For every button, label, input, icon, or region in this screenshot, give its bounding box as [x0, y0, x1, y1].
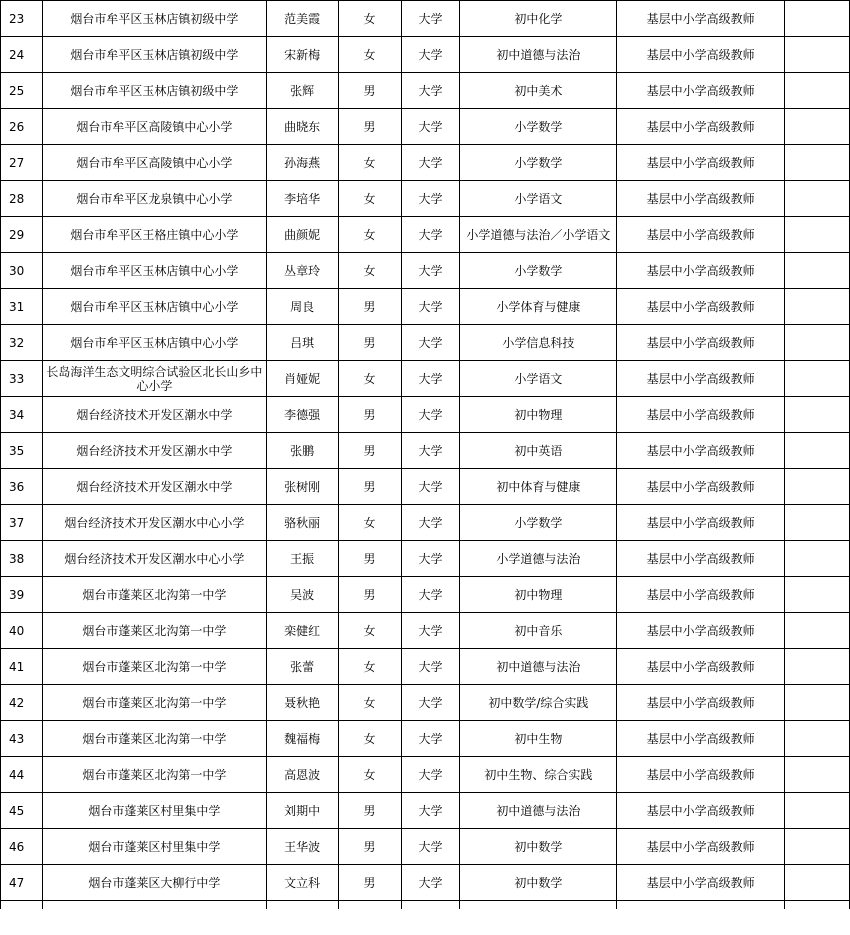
- remarks-cell: [785, 685, 850, 721]
- title-cell: 基层中小学高级教师: [617, 829, 785, 865]
- school-name-cell: 烟台市牟平区王格庄镇中心小学: [42, 217, 266, 253]
- school-name-cell: 烟台市牟平区高陵镇中心小学: [42, 145, 266, 181]
- gender-cell: 男: [338, 289, 401, 325]
- row-number-cell: 41: [1, 649, 43, 685]
- remarks-cell: [785, 577, 850, 613]
- teacher-name-cell: 高恩波: [266, 757, 338, 793]
- table-row: [1, 721, 850, 757]
- remarks-cell: [785, 613, 850, 649]
- school-name-cell: 烟台市牟平区龙泉镇中心小学: [42, 181, 266, 217]
- gender-cell: 女: [338, 685, 401, 721]
- remarks-cell: [785, 73, 850, 109]
- teacher-name-cell: 张树刚: [266, 469, 338, 505]
- gender-cell: [338, 901, 401, 909]
- title-cell: 基层中小学高级教师: [617, 361, 785, 397]
- subject-cell: 初中体育与健康: [460, 469, 617, 505]
- title-cell: 基层中小学高级教师: [617, 433, 785, 469]
- education-cell: 大学: [401, 757, 460, 793]
- table-row: [1, 181, 850, 217]
- table-row: [1, 757, 850, 793]
- education-cell: 大学: [401, 145, 460, 181]
- title-cell: 基层中小学高级教师: [617, 217, 785, 253]
- school-name-cell: 烟台市蓬莱区北沟第一中学: [42, 757, 266, 793]
- teacher-name-cell: 范美霞: [266, 1, 338, 37]
- education-cell: 大学: [401, 253, 460, 289]
- title-cell: 基层中小学高级教师: [617, 757, 785, 793]
- row-number-cell: 30: [1, 253, 43, 289]
- teacher-name-cell: [266, 901, 338, 909]
- subject-cell: 初中道德与法治: [460, 37, 617, 73]
- education-cell: 大学: [401, 325, 460, 361]
- teacher-name-cell: 曲晓东: [266, 109, 338, 145]
- education-cell: 大学: [401, 829, 460, 865]
- remarks-cell: [785, 829, 850, 865]
- education-cell: 大学: [401, 541, 460, 577]
- row-number-cell: 42: [1, 685, 43, 721]
- title-cell: 基层中小学高级教师: [617, 649, 785, 685]
- school-name-cell: 烟台市蓬莱区大柳行中学: [42, 865, 266, 901]
- row-number-cell: 34: [1, 397, 43, 433]
- table-row: [1, 361, 850, 397]
- subject-cell: [460, 901, 617, 909]
- education-cell: 大学: [401, 217, 460, 253]
- subject-cell: 初中数学: [460, 829, 617, 865]
- row-number-cell: 35: [1, 433, 43, 469]
- school-name-cell: 烟台市牟平区高陵镇中心小学: [42, 109, 266, 145]
- teacher-name-cell: 张蕾: [266, 649, 338, 685]
- row-number-cell: 45: [1, 793, 43, 829]
- subject-cell: 初中道德与法治: [460, 793, 617, 829]
- table-row: [1, 865, 850, 901]
- education-cell: 大学: [401, 109, 460, 145]
- education-cell: 大学: [401, 721, 460, 757]
- gender-cell: 女: [338, 757, 401, 793]
- school-name-cell: 烟台经济技术开发区潮水中学: [42, 397, 266, 433]
- remarks-cell: [785, 397, 850, 433]
- title-cell: 基层中小学高级教师: [617, 793, 785, 829]
- remarks-cell: [785, 289, 850, 325]
- school-name-cell: 烟台市牟平区玉林店镇初级中学: [42, 1, 266, 37]
- gender-cell: 男: [338, 469, 401, 505]
- remarks-cell: [785, 757, 850, 793]
- gender-cell: 男: [338, 397, 401, 433]
- school-name-cell: [42, 901, 266, 909]
- gender-cell: 女: [338, 505, 401, 541]
- remarks-cell: [785, 541, 850, 577]
- title-cell: 基层中小学高级教师: [617, 469, 785, 505]
- education-cell: 大学: [401, 505, 460, 541]
- teacher-name-cell: 孙海燕: [266, 145, 338, 181]
- row-number-cell: 40: [1, 613, 43, 649]
- school-name-cell: 烟台市牟平区玉林店镇初级中学: [42, 73, 266, 109]
- teacher-name-cell: 聂秋艳: [266, 685, 338, 721]
- title-cell: 基层中小学高级教师: [617, 541, 785, 577]
- subject-cell: 小学信息科技: [460, 325, 617, 361]
- table-row: [1, 793, 850, 829]
- school-name-cell: 烟台市牟平区玉林店镇中心小学: [42, 253, 266, 289]
- gender-cell: 女: [338, 253, 401, 289]
- subject-cell: 小学道德与法治／小学语文: [460, 217, 617, 253]
- row-number-cell: 27: [1, 145, 43, 181]
- gender-cell: 男: [338, 793, 401, 829]
- title-cell: 基层中小学高级教师: [617, 613, 785, 649]
- teacher-name-cell: 周良: [266, 289, 338, 325]
- table-row: [1, 109, 850, 145]
- education-cell: 大学: [401, 469, 460, 505]
- remarks-cell: [785, 145, 850, 181]
- title-cell: 基层中小学高级教师: [617, 253, 785, 289]
- subject-cell: 小学道德与法治: [460, 541, 617, 577]
- table-row: [1, 829, 850, 865]
- table-row: [1, 37, 850, 73]
- table-row: [1, 325, 850, 361]
- remarks-cell: [785, 1, 850, 37]
- gender-cell: 女: [338, 181, 401, 217]
- school-name-cell: 烟台市蓬莱区北沟第一中学: [42, 649, 266, 685]
- school-name-cell: 烟台市蓬莱区北沟第一中学: [42, 577, 266, 613]
- gender-cell: 女: [338, 1, 401, 37]
- education-cell: 大学: [401, 289, 460, 325]
- title-cell: 基层中小学高级教师: [617, 73, 785, 109]
- school-name-cell: 烟台经济技术开发区潮水中心小学: [42, 505, 266, 541]
- gender-cell: 女: [338, 613, 401, 649]
- gender-cell: 男: [338, 541, 401, 577]
- remarks-cell: [785, 181, 850, 217]
- row-number-cell: 46: [1, 829, 43, 865]
- teacher-name-cell: 李德强: [266, 397, 338, 433]
- table-row: [1, 289, 850, 325]
- gender-cell: 男: [338, 433, 401, 469]
- table-row: [1, 577, 850, 613]
- school-name-cell: 烟台市蓬莱区村里集中学: [42, 829, 266, 865]
- remarks-cell: [785, 865, 850, 901]
- row-number-cell: 23: [1, 1, 43, 37]
- row-number-cell: 36: [1, 469, 43, 505]
- education-cell: 大学: [401, 577, 460, 613]
- row-number-cell: 31: [1, 289, 43, 325]
- remarks-cell: [785, 901, 850, 909]
- row-number-cell: 29: [1, 217, 43, 253]
- subject-cell: 初中音乐: [460, 613, 617, 649]
- school-name-cell: 烟台经济技术开发区潮水中学: [42, 469, 266, 505]
- remarks-cell: [785, 253, 850, 289]
- teacher-name-cell: 刘期中: [266, 793, 338, 829]
- teacher-name-cell: 栾健红: [266, 613, 338, 649]
- subject-cell: 初中生物: [460, 721, 617, 757]
- row-number-cell: 24: [1, 37, 43, 73]
- row-number-cell: 25: [1, 73, 43, 109]
- remarks-cell: [785, 721, 850, 757]
- row-number-cell: 38: [1, 541, 43, 577]
- title-cell: 基层中小学高级教师: [617, 37, 785, 73]
- title-cell: 基层中小学高级教师: [617, 325, 785, 361]
- subject-cell: 小学体育与健康: [460, 289, 617, 325]
- title-cell: 基层中小学高级教师: [617, 289, 785, 325]
- school-name-cell: 烟台市蓬莱区村里集中学: [42, 793, 266, 829]
- subject-cell: 初中美术: [460, 73, 617, 109]
- education-cell: 大学: [401, 649, 460, 685]
- remarks-cell: [785, 37, 850, 73]
- subject-cell: 小学语文: [460, 181, 617, 217]
- table-row: [1, 433, 850, 469]
- teacher-name-cell: 李培华: [266, 181, 338, 217]
- subject-cell: 小学语文: [460, 361, 617, 397]
- remarks-cell: [785, 433, 850, 469]
- gender-cell: 女: [338, 217, 401, 253]
- title-cell: 基层中小学高级教师: [617, 1, 785, 37]
- gender-cell: 男: [338, 829, 401, 865]
- table-row: [1, 73, 850, 109]
- table-row: [1, 253, 850, 289]
- remarks-cell: [785, 505, 850, 541]
- subject-cell: 初中道德与法治: [460, 649, 617, 685]
- title-cell: 基层中小学高级教师: [617, 109, 785, 145]
- education-cell: 大学: [401, 397, 460, 433]
- teacher-name-cell: 吴波: [266, 577, 338, 613]
- row-number-cell: 32: [1, 325, 43, 361]
- title-cell: 基层中小学高级教师: [617, 865, 785, 901]
- table-row: [1, 397, 850, 433]
- education-cell: 大学: [401, 685, 460, 721]
- teacher-name-cell: 宋新梅: [266, 37, 338, 73]
- table-row: [1, 217, 850, 253]
- gender-cell: 女: [338, 361, 401, 397]
- teacher-name-cell: 骆秋丽: [266, 505, 338, 541]
- education-cell: 大学: [401, 181, 460, 217]
- subject-cell: 初中生物、综合实践: [460, 757, 617, 793]
- title-cell: 基层中小学高级教师: [617, 505, 785, 541]
- teacher-name-cell: 张鹏: [266, 433, 338, 469]
- title-cell: 基层中小学高级教师: [617, 685, 785, 721]
- gender-cell: 男: [338, 73, 401, 109]
- school-name-cell: 烟台市牟平区玉林店镇中心小学: [42, 289, 266, 325]
- row-number-cell: 37: [1, 505, 43, 541]
- gender-cell: 男: [338, 325, 401, 361]
- row-number-cell: 28: [1, 181, 43, 217]
- education-cell: 大学: [401, 793, 460, 829]
- school-name-cell: 烟台市蓬莱区北沟第一中学: [42, 613, 266, 649]
- gender-cell: 女: [338, 37, 401, 73]
- table-row-partial: [1, 901, 850, 909]
- teacher-name-cell: 王华波: [266, 829, 338, 865]
- row-number-cell: 39: [1, 577, 43, 613]
- table-row: [1, 613, 850, 649]
- gender-cell: 女: [338, 721, 401, 757]
- title-cell: [617, 901, 785, 909]
- remarks-cell: [785, 109, 850, 145]
- education-cell: 大学: [401, 433, 460, 469]
- school-name-cell: 烟台经济技术开发区潮水中学: [42, 433, 266, 469]
- teacher-name-cell: 吕琪: [266, 325, 338, 361]
- title-cell: 基层中小学高级教师: [617, 577, 785, 613]
- row-number-cell: 26: [1, 109, 43, 145]
- education-cell: 大学: [401, 37, 460, 73]
- gender-cell: 男: [338, 577, 401, 613]
- school-name-cell: 烟台市牟平区玉林店镇初级中学: [42, 37, 266, 73]
- subject-cell: 初中物理: [460, 397, 617, 433]
- title-cell: 基层中小学高级教师: [617, 145, 785, 181]
- education-cell: [401, 901, 460, 909]
- title-cell: 基层中小学高级教师: [617, 397, 785, 433]
- remarks-cell: [785, 793, 850, 829]
- remarks-cell: [785, 361, 850, 397]
- school-name-cell: 长岛海洋生态文明综合试验区北长山乡中心小学: [42, 361, 266, 397]
- education-cell: 大学: [401, 73, 460, 109]
- teacher-name-cell: 肖娅妮: [266, 361, 338, 397]
- teacher-name-cell: 曲颜妮: [266, 217, 338, 253]
- education-cell: 大学: [401, 1, 460, 37]
- teacher-name-cell: 王振: [266, 541, 338, 577]
- education-cell: 大学: [401, 613, 460, 649]
- subject-cell: 小学数学: [460, 253, 617, 289]
- subject-cell: 初中数学/综合实践: [460, 685, 617, 721]
- table-row: [1, 649, 850, 685]
- table-row: [1, 505, 850, 541]
- row-number-cell: 33: [1, 361, 43, 397]
- education-cell: 大学: [401, 865, 460, 901]
- subject-cell: 小学数学: [460, 109, 617, 145]
- table-row: [1, 1, 850, 37]
- row-number-cell: [1, 901, 43, 909]
- gender-cell: 男: [338, 865, 401, 901]
- remarks-cell: [785, 649, 850, 685]
- table-row: [1, 685, 850, 721]
- teacher-name-cell: 张辉: [266, 73, 338, 109]
- remarks-cell: [785, 325, 850, 361]
- title-cell: 基层中小学高级教师: [617, 181, 785, 217]
- table-row: [1, 541, 850, 577]
- school-name-cell: 烟台市蓬莱区北沟第一中学: [42, 685, 266, 721]
- school-name-cell: 烟台市蓬莱区北沟第一中学: [42, 721, 266, 757]
- education-cell: 大学: [401, 361, 460, 397]
- row-number-cell: 44: [1, 757, 43, 793]
- row-number-cell: 47: [1, 865, 43, 901]
- table-row: [1, 469, 850, 505]
- school-name-cell: 烟台市牟平区玉林店镇中心小学: [42, 325, 266, 361]
- remarks-cell: [785, 469, 850, 505]
- subject-cell: 初中化学: [460, 1, 617, 37]
- subject-cell: 初中英语: [460, 433, 617, 469]
- subject-cell: 小学数学: [460, 505, 617, 541]
- row-number-cell: 43: [1, 721, 43, 757]
- title-cell: 基层中小学高级教师: [617, 721, 785, 757]
- gender-cell: 女: [338, 649, 401, 685]
- subject-cell: 初中物理: [460, 577, 617, 613]
- gender-cell: 男: [338, 109, 401, 145]
- teacher-name-cell: 文立科: [266, 865, 338, 901]
- table-row: [1, 145, 850, 181]
- remarks-cell: [785, 217, 850, 253]
- teacher-name-cell: 魏福梅: [266, 721, 338, 757]
- school-name-cell: 烟台经济技术开发区潮水中心小学: [42, 541, 266, 577]
- subject-cell: 初中数学: [460, 865, 617, 901]
- gender-cell: 女: [338, 145, 401, 181]
- teacher-name-cell: 丛章玲: [266, 253, 338, 289]
- subject-cell: 小学数学: [460, 145, 617, 181]
